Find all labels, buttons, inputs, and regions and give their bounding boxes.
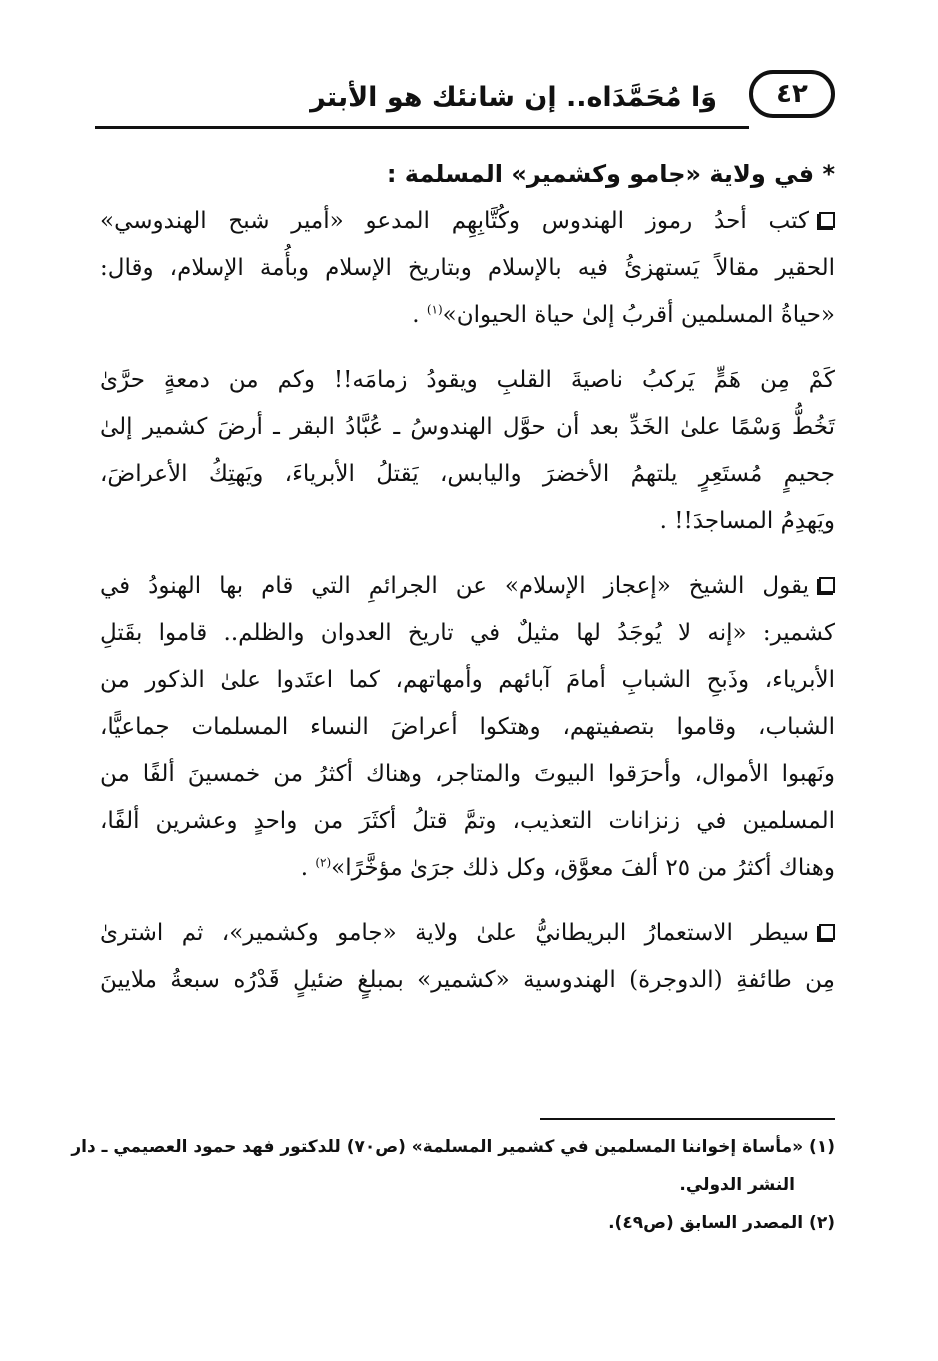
section-heading: * في ولاية «جامو وكشمير» المسلمة : (386, 160, 835, 188)
page-number-badge (749, 70, 835, 118)
paragraph-marker-icon (819, 924, 835, 940)
running-title: وَا مُحَمَّدَاه.. إن شانئك هو الأبتر (310, 82, 717, 113)
text-line: مِن طائفةِ (الدوجرة) الهندوسية «كشمير» بمبلغٍ ضئيلٍ قَدْرُه سبعةُ ملايينَ (100, 967, 835, 993)
paragraph-3 (100, 563, 835, 892)
paragraph-marker-icon (819, 577, 835, 593)
text-line: كشمير: «إنه لا يُوجَدُ لها مثيلٌ في تاريخ العدوان والظلم.. قاموا بقَتلِ (100, 620, 835, 646)
footnotes (71, 1128, 835, 1242)
text-line: تَخُطُّ وَسْمًا علىٰ الخَدِّ بعد أن حوَّل الهندوسُ ـ عُبَّادُ البقر ـ أرضَ كشمير إلىٰ (100, 414, 835, 440)
paragraph-4 (100, 910, 835, 1004)
line-text: سيطر الاستعمارُ البريطانيُّ علىٰ ولاية «جامو وكشمير»، ثم اشترىٰ (100, 920, 809, 946)
page-header (95, 66, 835, 138)
text-line: ويَهدِمُ المساجدَ!! . (659, 508, 835, 534)
footnote-ref[interactable]: (٢) (315, 855, 332, 870)
footnote-1: (١) «مأساة إخواننا المسلمين في كشمير المسلمة» (ص٧٠) للدكتور فهد حمود العصيمي ـ دار (71, 1137, 835, 1157)
header-rule (95, 126, 749, 129)
text-line: كَمْ مِن هَمٍّ يَركبُ ناصيةَ القلبِ ويقودُ زمامَه!! وكم من دمعةٍ حرَّىٰ (100, 367, 835, 393)
text-line (100, 563, 835, 610)
footnote-2: (٢) المصدر السابق (ص٤٩). (608, 1213, 835, 1233)
text-line (100, 910, 835, 957)
text-line: الشباب، وقاموا بتصفيتهم، وهتكوا أعراضَ النساء المسلمات جماعيًّا، (100, 714, 835, 740)
text-line (100, 292, 835, 339)
text-line (100, 845, 835, 892)
line-text: وهناك أكثرُ من ٢٥ ألفَ معوَّق، وكل ذلك جرَىٰ مؤخَّرًا» (331, 855, 835, 881)
footnote-ref[interactable]: (١) (426, 302, 443, 317)
line-tail: . (300, 855, 316, 881)
page-number: ٤٢ (776, 79, 808, 109)
text-line: ونَهبوا الأموال، وأحرَقوا البيوتَ والمتاجر، وهناك أكثرُ من خمسينَ ألفًا من (100, 761, 835, 787)
footnote-separator (540, 1118, 835, 1120)
body-text (100, 150, 835, 1022)
line-tail: . (412, 302, 427, 328)
footnote-1-continued: النشر الدولي. (679, 1175, 795, 1195)
line-text: «حياةُ المسلمين أقربُ إلىٰ حياة الحيوان» (442, 302, 835, 328)
text-line: الحقير مقالاً يَستهزئُ فيه بالإسلام وبتاريخ الإسلام وبأُمة الإسلام، وقال: (100, 255, 835, 281)
paragraph-1 (100, 198, 835, 339)
text-line (100, 198, 835, 245)
line-text: كتب أحدُ رموز الهندوس وكُتَّابِهِم المدعو «أمير شبح الهندوسي» (100, 208, 809, 234)
text-line: الأبرياء، وذَبحِ الشبابِ أمامَ آبائهم وأمهاتهم، كما اعتَدوا علىٰ الذكور من (100, 667, 835, 693)
paragraph-2 (100, 357, 835, 545)
text-line: المسلمين في زنزانات التعذيب، وتمَّ قتلُ أكثَرَ من واحدٍ وعشرين ألفًا، (100, 808, 835, 834)
text-line: جحيمٍ مُستَعِرٍ يلتهمُ الأخضرَ واليابس، يَقتلُ الأبرياءَ، ويَهتِكُ الأعراضَ، (100, 461, 835, 487)
line-text: يقول الشيخ «إعجاز الإسلام» عن الجرائمِ التي قام بها الهنودُ في (100, 573, 809, 599)
paragraph-marker-icon (819, 212, 835, 228)
